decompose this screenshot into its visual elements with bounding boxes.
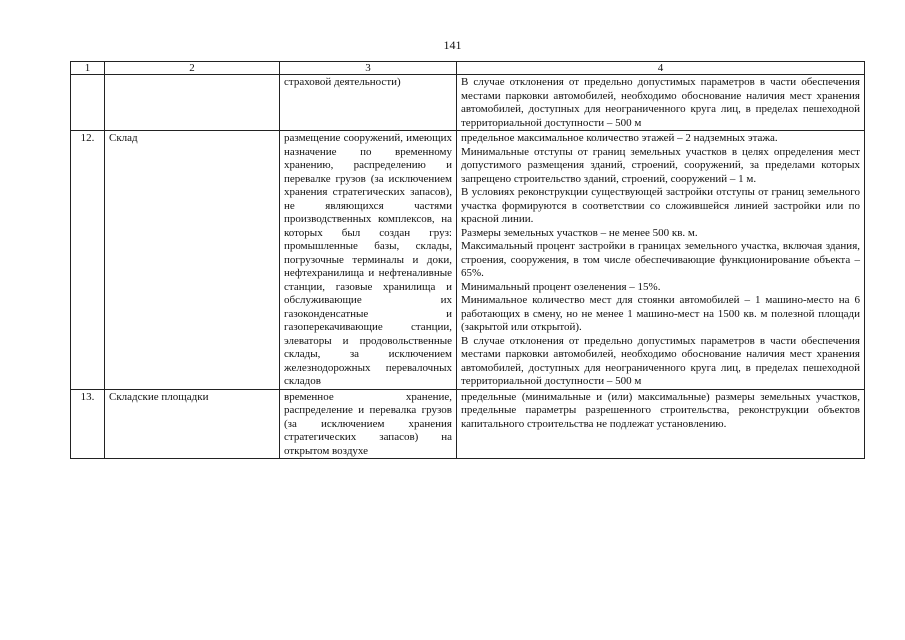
- column-header-3: 3: [280, 62, 457, 75]
- table-row: [71, 389, 865, 459]
- use-type-description: временное хранение, распределение и перевалка грузов (за исключением хранения стратегических запасов) на открытом воздухе: [280, 389, 457, 459]
- parameter-paragraph: Минимальный процент озеленения – 15%.: [461, 280, 661, 293]
- column-header-4: 4: [457, 62, 865, 75]
- parameter-paragraph: В случае отклонения от предельно допустимых параметров в части обеспечения местами парковки автомобилей, необходимо обоснование наличия мест хранения автомобилей, доступных для неограниченного круга лиц, в пределах пешеходной территориальной доступности – 500 м: [461, 334, 860, 387]
- row-number: 13.: [71, 389, 105, 459]
- parameters-cell: [457, 75, 865, 131]
- parameters-cell: [457, 389, 865, 459]
- parameter-paragraph: Максимальный процент застройки в границах земельного участка, включая здания, строения, сооружения, в том числе обеспечивающие функционирование объекта – 65%.: [461, 240, 860, 279]
- table-row: [71, 75, 865, 131]
- use-type-name: Склад: [105, 131, 280, 390]
- parameter-paragraph: В условиях реконструкции существующей застройки отступы от границ земельного участка формируются в соответствии со сложившейся линией застройки или по красной линии.: [461, 186, 860, 225]
- parameter-paragraph: предельные (минимальные и (или) максимальные) размеры земельных участков, предельные параметры разрешенного строительства, реконструкции объектов капитального строительства не подлежат установлению.: [461, 390, 860, 430]
- regulations-table: [70, 61, 865, 459]
- use-type-name: [105, 75, 280, 131]
- parameter-paragraph: Размеры земельных участков – не менее 500 кв. м.: [461, 226, 698, 239]
- parameter-paragraph: Минимальное количество мест для стоянки автомобилей – 1 машино-место на 6 работающих в смену, но не менее 1 машино-мест на 1500 кв. м полезной площади (закрытой или открытой).: [461, 294, 860, 333]
- parameter-paragraph: предельное максимальное количество этажей – 2 надземных этажа.: [461, 132, 778, 144]
- row-number: [71, 75, 105, 131]
- page-number: 141: [443, 38, 462, 52]
- parameters-cell: [457, 131, 865, 390]
- use-type-description: размещение сооружений, имеющих назначение по временному хранению, распределению и перевалке грузов (за исключением хранения стратегических запасов), не являющихся частями производственных комплексов, на которых был создан груз: промышленные базы, склады, погрузочные терминалы и доки, нефтехранилища и нефтеналивные станции, газовые хранилища и обслуживающие их газоконденсатные и газоперекачивающие станции, элеваторы и продовольственные склады, за исключением железнодорожных перевалочных складов: [280, 131, 457, 390]
- parameter-paragraph: Минимальные отступы от границ земельных участков в целях определения мест допустимого размещения зданий, строений, сооружений, за пределами которых запрещено строительство зданий, строений, сооружений – 1 м.: [461, 145, 860, 185]
- column-header-2: 2: [105, 62, 280, 75]
- use-type-name: Складские площадки: [105, 389, 280, 459]
- parameter-paragraph: В случае отклонения от предельно допустимых параметров в части обеспечения местами парковки автомобилей, необходимо обоснование наличия мест хранения автомобилей, доступных для неограниченного круга лиц, в пределах пешеходной территориальной доступности – 500 м: [461, 76, 860, 129]
- row-number: 12.: [71, 131, 105, 390]
- column-header-1: 1: [71, 62, 105, 75]
- table-row: [71, 131, 865, 390]
- table-header-row: [71, 62, 865, 75]
- use-type-description: страховой деятельности): [280, 75, 457, 131]
